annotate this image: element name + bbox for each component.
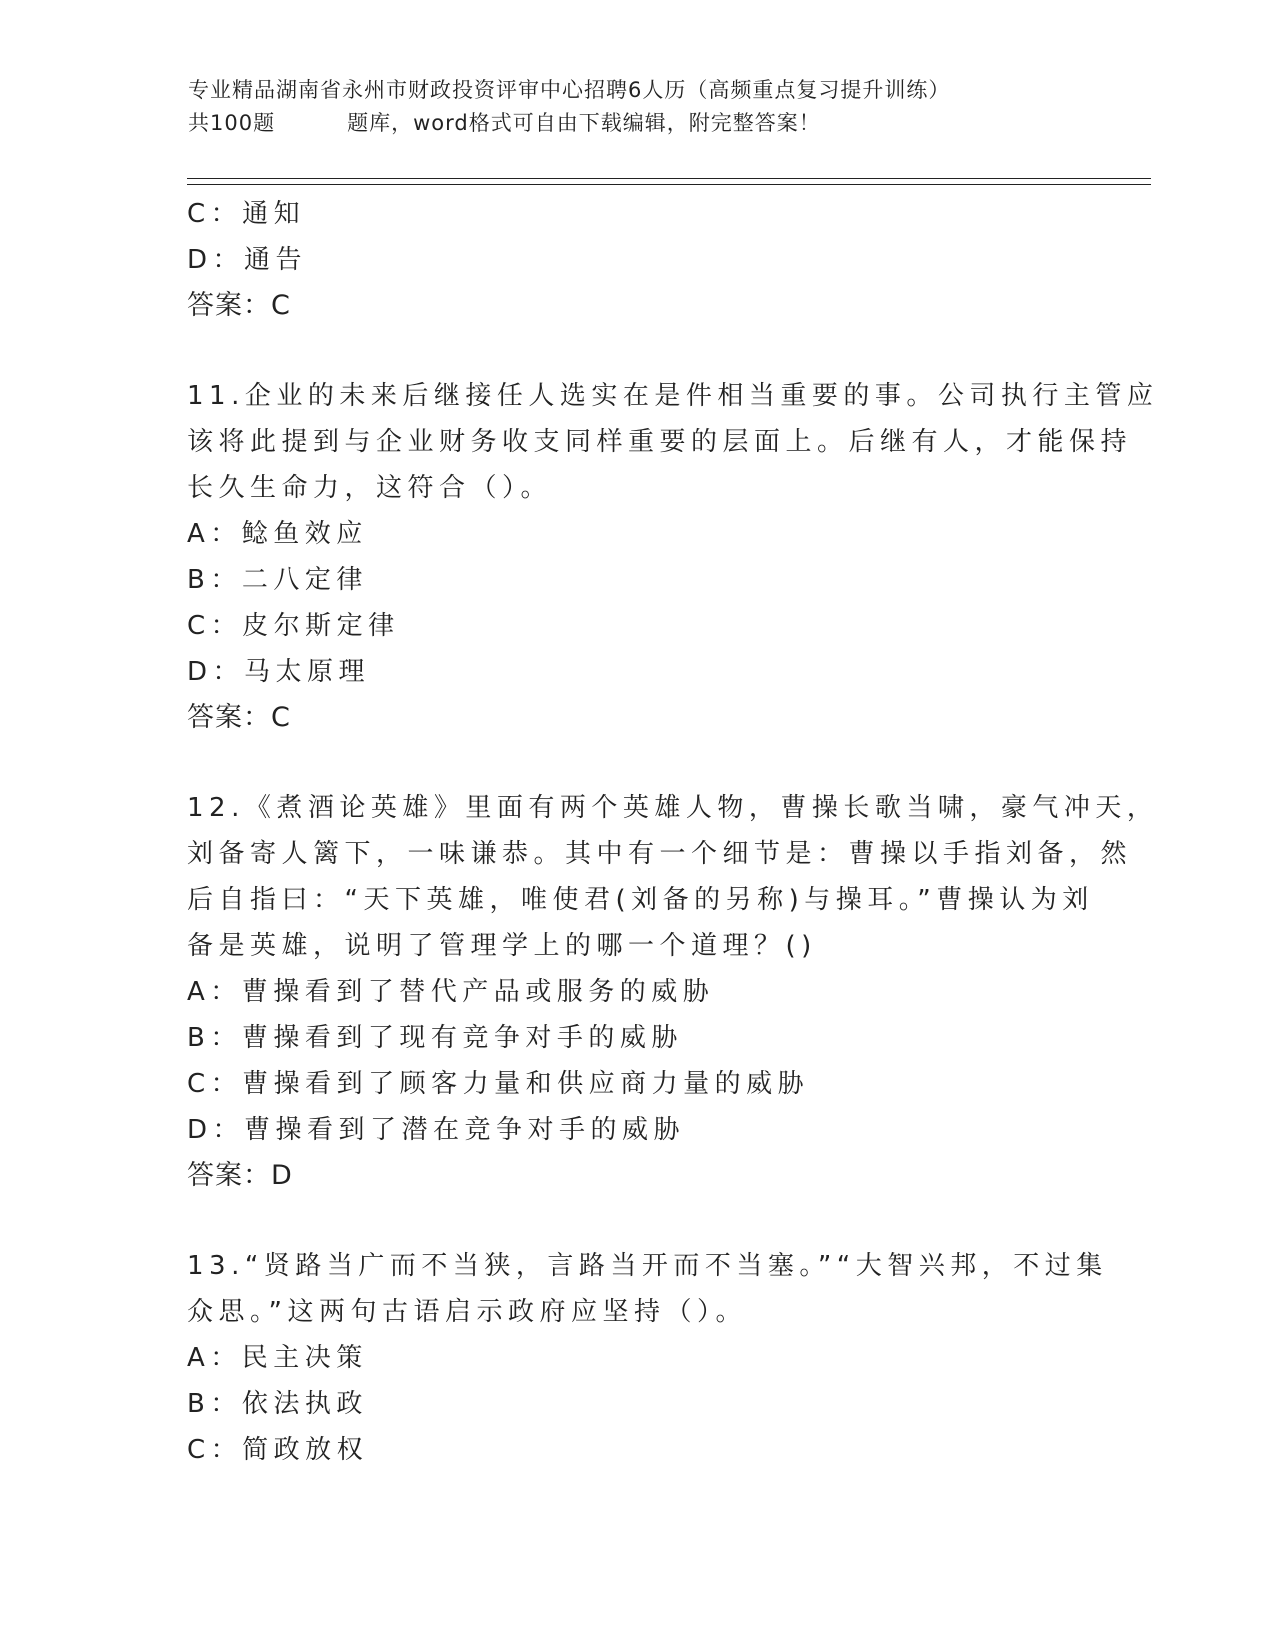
question-stem-line: 众思。”这两句古语启示政府应坚持（）。 xyxy=(187,1297,747,1327)
page-header xyxy=(188,74,1088,140)
option-b: B：二八定律 xyxy=(187,565,368,595)
answer-line: 答案：D xyxy=(187,1160,293,1191)
header-divider-bottom xyxy=(187,184,1151,185)
header-note: 题库，word格式可自由下载编辑，附完整答案！ xyxy=(347,111,821,135)
header-divider-top xyxy=(187,178,1151,179)
answer-line: 答案：C xyxy=(187,290,291,321)
option-d: D：马太原理 xyxy=(187,657,371,687)
question-11 xyxy=(187,373,1159,741)
question-content xyxy=(187,191,1159,1473)
option-c: C：曹操看到了顾客力量和供应商力量的威胁 xyxy=(187,1069,810,1099)
option-d: D：通告 xyxy=(187,245,308,275)
question-stem-line: 后自指曰：“天下英雄，唯使君(刘备的另称)与操耳。”曹操认为刘 xyxy=(187,885,1094,915)
answer-line: 答案：C xyxy=(187,702,291,733)
question-stem-line: 备是英雄，说明了管理学上的哪一个道理？() xyxy=(187,931,817,961)
option-b: B：曹操看到了现有竞争对手的威胁 xyxy=(187,1023,683,1053)
option-b: B：依法执政 xyxy=(187,1389,368,1419)
question-stem-line: 12.《煮酒论英雄》里面有两个英雄人物，曹操长歌当啸，豪气冲天， xyxy=(187,793,1159,823)
option-d: D：曹操看到了潜在竞争对手的威胁 xyxy=(187,1115,686,1145)
question-stem-line: 11.企业的未来后继接任人选实在是件相当重要的事。公司执行主管应 xyxy=(187,381,1159,411)
header-title: 专业精品湖南省永州市财政投资评审中心招聘6人历（高频重点复习提升训练） xyxy=(188,78,951,102)
previous-question xyxy=(187,191,1087,329)
option-c: C：皮尔斯定律 xyxy=(187,611,400,641)
question-12 xyxy=(187,785,1159,1199)
header-subtitle xyxy=(188,107,1088,140)
question-stem-line: 刘备寄人篱下，一味谦恭。其中有一个细节是：曹操以手指刘备，然 xyxy=(187,839,1133,869)
question-13 xyxy=(187,1243,1108,1473)
option-c: C：简政放权 xyxy=(187,1435,369,1465)
option-a: A：鲶鱼效应 xyxy=(187,519,368,549)
header-count: 共100题 xyxy=(188,111,276,135)
option-a: A：民主决策 xyxy=(187,1343,368,1373)
option-c: C：通知 xyxy=(187,199,306,229)
question-stem-line: 该将此提到与企业财务收支同样重要的层面上。后继有人，才能保持 xyxy=(187,427,1133,457)
question-stem-line: 长久生命力，这符合（）。 xyxy=(187,473,553,503)
question-stem-line: 13.“贤路当广而不当狭，言路当开而不当塞。”“大智兴邦，不过集 xyxy=(187,1251,1108,1281)
option-a: A：曹操看到了替代产品或服务的威胁 xyxy=(187,977,715,1007)
